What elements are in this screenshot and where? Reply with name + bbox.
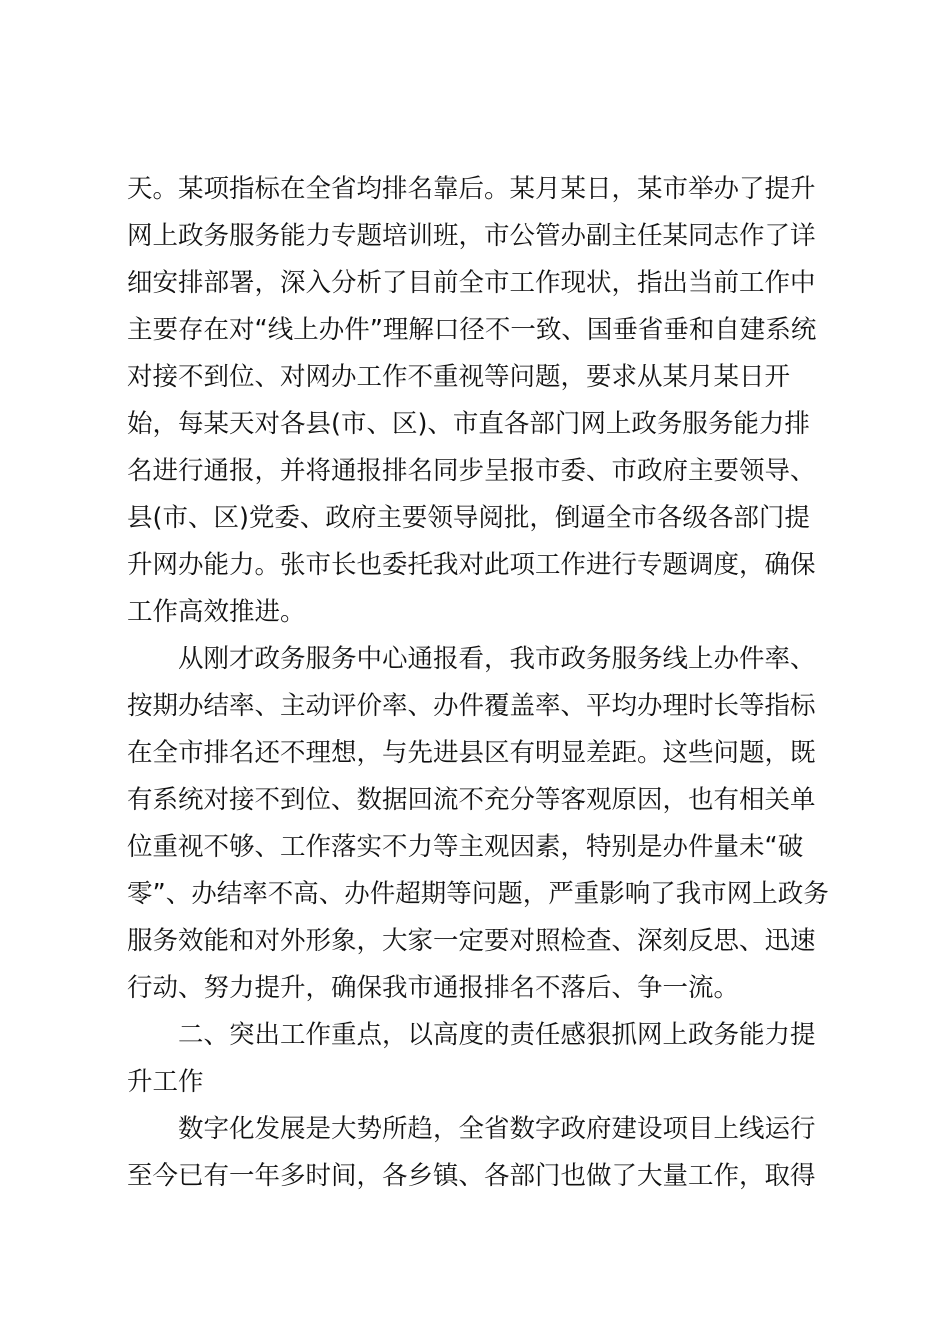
- document-body: [127, 166, 827, 1200]
- text-line: 始，每某天对各县(市、区)、市直各部门网上政务服务能力排: [127, 409, 810, 439]
- text-line: 位重视不够、工作落实不力等主观因素，特别是办件量未“破: [127, 832, 804, 862]
- text-line: 细安排部署，深入分析了目前全市工作现状，指出当前工作中: [127, 268, 816, 298]
- paragraph-start-line: 数字化发展是大势所趋，全省数字政府建设项目上线运行: [178, 1114, 816, 1144]
- text-line: 至今已有一年多时间，各乡镇、各部门也做了大量工作，取得: [127, 1161, 816, 1191]
- text-line: 有系统对接不到位、数据回流不充分等客观原因，也有相关单: [127, 785, 816, 815]
- text-line: 工作高效推进。: [127, 597, 306, 627]
- text-line: 县(市、区)党委、政府主要领导阅批，倒逼全市各级各部门提: [127, 503, 810, 533]
- text-line: 行动、努力提升，确保我市通报排名不落后、争一流。: [127, 973, 740, 1003]
- text-line: 服务效能和对外形象，大家一定要对照检查、深刻反思、迅速: [127, 926, 816, 956]
- section-heading-line: 二、突出工作重点，以高度的责任感狠抓网上政务能力提: [178, 1020, 816, 1050]
- text-line: 按期办结率、主动评价率、办件覆盖率、平均办理时长等指标: [127, 691, 816, 721]
- text-line: 网上政务服务能力专题培训班，市公管办副主任某同志作了详: [127, 221, 816, 251]
- text-line: 升网办能力。张市长也委托我对此项工作进行专题调度，确保: [127, 550, 816, 580]
- section-heading-continuation: 升工作: [127, 1067, 204, 1097]
- text-line: 名进行通报，并将通报排名同步呈报市委、市政府主要领导、: [127, 456, 816, 486]
- text-line: 主要存在对“线上办件”理解口径不一致、国垂省垂和自建系统: [127, 315, 817, 345]
- text-line: 在全市排名还不理想，与先进县区有明显差距。这些问题，既: [127, 738, 816, 768]
- text-line: 对接不到位、对网办工作不重视等问题，要求从某月某日开: [127, 362, 791, 392]
- text-line: 天。某项指标在全省均排名靠后。某月某日，某市举办了提升: [127, 174, 816, 204]
- text-line: 零”、办结率不高、办件超期等问题，严重影响了我市网上政务: [127, 879, 829, 909]
- paragraph-start-line: 从刚才政务服务中心通报看，我市政务服务线上办件率、: [178, 644, 816, 674]
